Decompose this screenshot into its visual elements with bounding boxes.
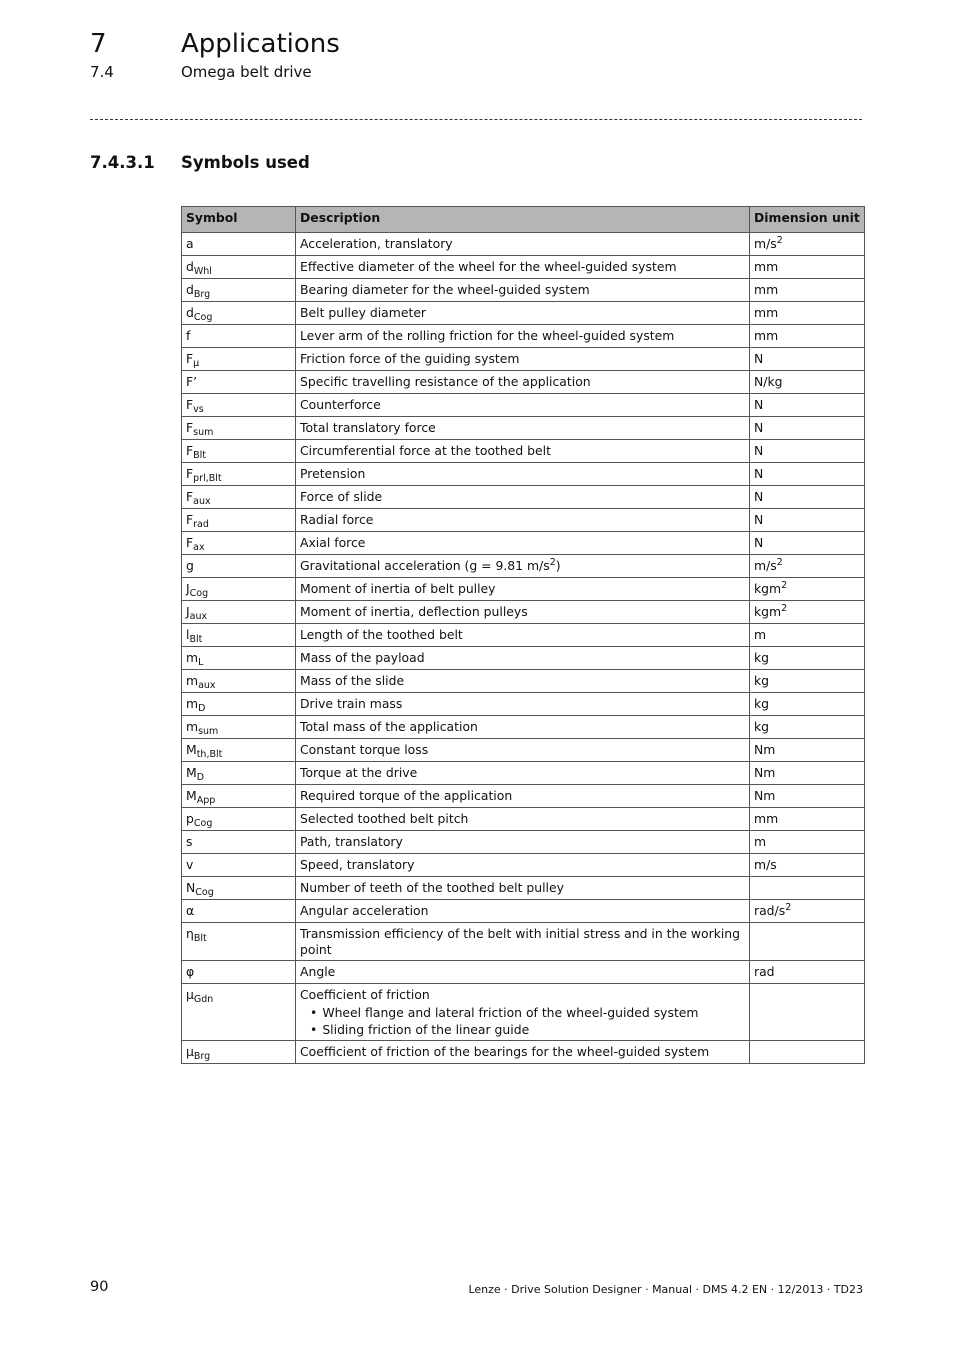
unit-text: N — [754, 420, 764, 435]
unit-cell — [750, 394, 865, 417]
table-row — [182, 877, 865, 900]
header-dimension-unit: Dimension unit — [750, 207, 865, 233]
unit-cell — [750, 670, 865, 693]
symbol-cell — [182, 693, 296, 716]
description-bullet-list — [300, 1004, 745, 1038]
description-cell — [296, 601, 750, 624]
symbol-cell — [182, 555, 296, 578]
symbol-subscript: aux — [189, 611, 208, 622]
symbol-cell — [182, 256, 296, 279]
description-cell — [296, 877, 750, 900]
description-cell — [296, 670, 750, 693]
unit-cell — [750, 762, 865, 785]
unit-text: mm — [754, 305, 779, 320]
symbol-base: F — [186, 489, 194, 504]
table-row — [182, 624, 865, 647]
description-cell — [296, 739, 750, 762]
symbol-base: f — [186, 328, 191, 343]
symbol-base: a — [186, 236, 194, 251]
header-symbol: Symbol — [182, 207, 296, 233]
description-cell — [296, 854, 750, 877]
unit-text: N — [754, 466, 764, 481]
description-cell — [296, 961, 750, 984]
unit-text: rad/s — [754, 903, 786, 918]
symbol-base: M — [186, 788, 197, 803]
table-row — [182, 923, 865, 961]
table-row — [182, 647, 865, 670]
symbol-cell — [182, 647, 296, 670]
unit-cell — [750, 256, 865, 279]
unit-superscript: 2 — [776, 557, 783, 568]
symbol-subscript: aux — [193, 496, 211, 507]
header-divider — [90, 119, 862, 120]
description-cell — [296, 578, 750, 601]
unit-superscript: 2 — [785, 902, 792, 913]
description-cell — [296, 463, 750, 486]
table-row — [182, 785, 865, 808]
description-text: Specific travelling resistance of the application — [300, 374, 591, 389]
table-header-row — [182, 207, 865, 233]
symbol-base: d — [186, 305, 194, 320]
description-cell — [296, 348, 750, 371]
symbol-cell — [182, 302, 296, 325]
description-cell — [296, 647, 750, 670]
unit-text: N — [754, 443, 764, 458]
unit-text: mm — [754, 811, 779, 826]
unit-cell — [750, 509, 865, 532]
unit-cell — [750, 808, 865, 831]
table-row — [182, 509, 865, 532]
unit-cell — [750, 716, 865, 739]
description-text: Effective diameter of the wheel for the wheel-guided system — [300, 259, 677, 274]
description-cell — [296, 371, 750, 394]
unit-text: mm — [754, 259, 779, 274]
table-row — [182, 831, 865, 854]
description-cell — [296, 1041, 750, 1064]
symbol-cell — [182, 463, 296, 486]
symbol-base: d — [186, 282, 194, 297]
symbol-base: J — [186, 604, 190, 619]
unit-cell — [750, 900, 865, 923]
symbol-subscript: Cog — [195, 887, 214, 898]
table-row — [182, 325, 865, 348]
table-row — [182, 486, 865, 509]
table-row — [182, 417, 865, 440]
unit-text: Nm — [754, 788, 776, 803]
symbol-subscript: Brg — [193, 1051, 211, 1062]
description-cell — [296, 762, 750, 785]
chapter-number: 7 — [90, 29, 107, 59]
symbol-subscript: Blt — [193, 450, 207, 461]
description-bullet: • Sliding friction of the linear guide — [310, 1021, 745, 1038]
symbol-cell — [182, 394, 296, 417]
unit-text: m — [754, 834, 767, 849]
table-row — [182, 670, 865, 693]
description-cell — [296, 440, 750, 463]
chapter-title: Applications — [181, 29, 340, 59]
description-text: Total mass of the application — [300, 719, 478, 734]
table-row — [182, 463, 865, 486]
symbol-cell — [182, 486, 296, 509]
table-row — [182, 394, 865, 417]
unit-cell — [750, 532, 865, 555]
description-cell — [296, 302, 750, 325]
description-cell — [296, 233, 750, 256]
symbol-base: M — [186, 742, 197, 757]
table-row — [182, 739, 865, 762]
symbol-subscript: μ — [193, 358, 200, 369]
description-text: Gravitational acceleration (g = 9.81 m/s — [300, 558, 550, 573]
description-text: Force of slide — [300, 489, 383, 504]
unit-cell — [750, 785, 865, 808]
symbol-cell — [182, 831, 296, 854]
description-text: Moment of inertia, deflection pulleys — [300, 604, 528, 619]
symbol-subscript: prl,Blt — [193, 473, 222, 484]
unit-cell — [750, 739, 865, 762]
symbol-cell — [182, 984, 296, 1041]
description-text: Acceleration, translatory — [300, 236, 453, 251]
unit-cell — [750, 624, 865, 647]
symbol-base: η — [186, 926, 194, 941]
unit-cell — [750, 233, 865, 256]
symbol-cell — [182, 371, 296, 394]
description-text: Angle — [300, 964, 336, 979]
description-text: Axial force — [300, 535, 366, 550]
symbol-cell — [182, 624, 296, 647]
description-cell — [296, 900, 750, 923]
unit-cell — [750, 348, 865, 371]
description-text: Selected toothed belt pitch — [300, 811, 469, 826]
unit-superscript: 2 — [776, 235, 783, 246]
symbol-base: α — [186, 903, 195, 918]
symbol-base: φ — [186, 964, 195, 979]
table-row — [182, 555, 865, 578]
symbol-base: F — [186, 512, 194, 527]
unit-text: N — [754, 489, 764, 504]
symbol-base: F — [186, 443, 194, 458]
symbol-base: M — [186, 765, 197, 780]
description-cell — [296, 555, 750, 578]
symbols-table — [181, 206, 865, 1064]
description-text: Speed, translatory — [300, 857, 415, 872]
table-row — [182, 440, 865, 463]
symbol-cell — [182, 440, 296, 463]
description-text: Coefficient of friction — [300, 987, 430, 1002]
description-cell — [296, 831, 750, 854]
unit-superscript: 2 — [781, 603, 788, 614]
table-row — [182, 961, 865, 984]
symbol-base: μ — [186, 1044, 194, 1059]
description-cell — [296, 984, 750, 1041]
unit-cell — [750, 854, 865, 877]
unit-text: m — [754, 627, 767, 642]
unit-text: kg — [754, 696, 770, 711]
unit-cell — [750, 961, 865, 984]
symbol-cell — [182, 877, 296, 900]
symbol-base: F’ — [186, 374, 198, 389]
description-text: Counterforce — [300, 397, 381, 412]
unit-cell — [750, 371, 865, 394]
symbol-base: s — [186, 834, 193, 849]
unit-text: m/s — [754, 236, 777, 251]
symbol-cell — [182, 578, 296, 601]
table-row — [182, 808, 865, 831]
unit-cell — [750, 279, 865, 302]
symbol-subscript: Brg — [193, 289, 211, 300]
description-text: Lever arm of the rolling friction for the wheel-guided system — [300, 328, 675, 343]
unit-text: Nm — [754, 742, 776, 757]
unit-text: N/kg — [754, 374, 783, 389]
unit-cell — [750, 877, 865, 900]
symbol-cell — [182, 762, 296, 785]
description-cell — [296, 256, 750, 279]
description-text: Circumferential force at the toothed belt — [300, 443, 551, 458]
description-text: Constant torque loss — [300, 742, 429, 757]
description-text: Path, translatory — [300, 834, 403, 849]
symbol-subscript: rad — [193, 519, 209, 530]
symbol-subscript: aux — [198, 680, 216, 691]
unit-cell — [750, 984, 865, 1041]
symbol-base: m — [186, 719, 199, 734]
table-body — [182, 233, 865, 1064]
description-superscript: 2 — [549, 557, 556, 568]
unit-text: mm — [754, 328, 779, 343]
unit-text: m/s — [754, 857, 777, 872]
description-cell — [296, 716, 750, 739]
symbol-base: J — [186, 581, 190, 596]
unit-text: kgm — [754, 604, 782, 619]
table-row — [182, 578, 865, 601]
description-text: Length of the toothed belt — [300, 627, 463, 642]
description-text: Number of teeth of the toothed belt pulley — [300, 880, 564, 895]
symbol-subscript: ax — [193, 542, 205, 553]
section-title: Omega belt drive — [181, 63, 312, 81]
symbol-cell — [182, 348, 296, 371]
description-cell — [296, 785, 750, 808]
description-cell — [296, 279, 750, 302]
symbol-cell — [182, 325, 296, 348]
symbol-cell — [182, 716, 296, 739]
table-row — [182, 900, 865, 923]
unit-cell — [750, 1041, 865, 1064]
unit-cell — [750, 463, 865, 486]
symbol-cell — [182, 900, 296, 923]
symbol-subscript: App — [196, 795, 216, 806]
symbol-subscript: Cog — [189, 588, 209, 599]
table-row — [182, 256, 865, 279]
table-row — [182, 854, 865, 877]
symbol-base: m — [186, 650, 199, 665]
description-cell — [296, 693, 750, 716]
symbol-cell — [182, 233, 296, 256]
description-cell — [296, 486, 750, 509]
unit-cell — [750, 325, 865, 348]
description-text: Bearing diameter for the wheel-guided system — [300, 282, 590, 297]
symbol-subscript: L — [198, 657, 204, 668]
symbol-base: μ — [186, 987, 194, 1002]
symbol-cell — [182, 961, 296, 984]
unit-text: m/s — [754, 558, 777, 573]
description-text: Mass of the payload — [300, 650, 425, 665]
description-cell — [296, 509, 750, 532]
symbol-cell — [182, 739, 296, 762]
symbol-subscript: th,Blt — [196, 749, 223, 760]
symbol-base: F — [186, 535, 194, 550]
description-text: Angular acceleration — [300, 903, 429, 918]
symbol-cell — [182, 1041, 296, 1064]
symbol-subscript: sum — [198, 726, 219, 737]
symbol-cell — [182, 601, 296, 624]
section-number: 7.4 — [90, 63, 114, 81]
unit-text: N — [754, 351, 764, 366]
table-row — [182, 371, 865, 394]
description-tail: ) — [555, 558, 561, 573]
symbol-base: d — [186, 259, 194, 274]
description-text: Drive train mass — [300, 696, 403, 711]
symbol-cell — [182, 417, 296, 440]
description-text: Belt pulley diameter — [300, 305, 427, 320]
unit-text: mm — [754, 282, 779, 297]
table-row — [182, 348, 865, 371]
symbol-cell — [182, 670, 296, 693]
unit-cell — [750, 831, 865, 854]
unit-cell — [750, 578, 865, 601]
symbol-subscript: D — [196, 772, 205, 783]
description-cell — [296, 325, 750, 348]
description-cell — [296, 417, 750, 440]
description-bullet: • Wheel flange and lateral friction of the wheel-guided system — [310, 1004, 745, 1021]
unit-text: kgm — [754, 581, 782, 596]
description-cell — [296, 624, 750, 647]
symbol-base: m — [186, 696, 199, 711]
unit-cell — [750, 417, 865, 440]
symbol-subscript: Blt — [193, 933, 207, 944]
table-row — [182, 762, 865, 785]
description-text: Pretension — [300, 466, 366, 481]
unit-cell — [750, 647, 865, 670]
table-row — [182, 302, 865, 325]
symbol-base: l — [186, 627, 190, 642]
symbol-cell — [182, 923, 296, 961]
symbol-subscript: Cog — [193, 312, 213, 323]
unit-text: Nm — [754, 765, 776, 780]
description-text: Total translatory force — [300, 420, 436, 435]
unit-cell — [750, 923, 865, 961]
table-row — [182, 1041, 865, 1064]
description-text: Torque at the drive — [300, 765, 418, 780]
subsection-number: 7.4.3.1 — [90, 153, 155, 172]
description-text: Transmission efficiency of the belt with initial stress and in the working point — [300, 926, 741, 957]
subsection-title: Symbols used — [181, 153, 310, 172]
unit-text: kg — [754, 650, 770, 665]
unit-cell — [750, 302, 865, 325]
footer-text: Lenze · Drive Solution Designer · Manual · DMS 4.2 EN · 12/2013 · TD23 — [468, 1283, 863, 1296]
symbol-subscript: Whl — [193, 266, 212, 277]
symbol-cell — [182, 785, 296, 808]
table-row — [182, 601, 865, 624]
symbol-subscript: vs — [193, 404, 204, 415]
unit-cell — [750, 440, 865, 463]
description-text: Required torque of the application — [300, 788, 513, 803]
symbol-cell — [182, 532, 296, 555]
unit-text: N — [754, 535, 764, 550]
table-row — [182, 693, 865, 716]
unit-cell — [750, 601, 865, 624]
symbol-base: m — [186, 673, 199, 688]
symbol-base: F — [186, 397, 194, 412]
unit-text: kg — [754, 719, 770, 734]
description-text: Coefficient of friction of the bearings for the wheel-guided system — [300, 1044, 710, 1059]
description-text: Radial force — [300, 512, 374, 527]
symbol-base: p — [186, 811, 194, 826]
unit-text: rad — [754, 964, 775, 979]
description-cell — [296, 532, 750, 555]
description-text: Friction force of the guiding system — [300, 351, 520, 366]
symbol-base: N — [186, 880, 196, 895]
symbol-base: F — [186, 466, 194, 481]
table-row — [182, 984, 865, 1041]
unit-cell — [750, 486, 865, 509]
symbol-cell — [182, 854, 296, 877]
description-cell — [296, 923, 750, 961]
symbol-subscript: Cog — [193, 818, 213, 829]
symbol-subscript: Gdn — [193, 994, 214, 1005]
unit-cell — [750, 693, 865, 716]
unit-cell — [750, 555, 865, 578]
description-text: Moment of inertia of belt pulley — [300, 581, 496, 596]
table-row — [182, 233, 865, 256]
description-cell — [296, 808, 750, 831]
symbol-subscript: sum — [193, 427, 214, 438]
symbol-base: v — [186, 857, 194, 872]
table-row — [182, 716, 865, 739]
table-row — [182, 532, 865, 555]
symbol-cell — [182, 509, 296, 532]
description-text: Mass of the slide — [300, 673, 405, 688]
symbol-base: F — [186, 351, 194, 366]
unit-text: N — [754, 397, 764, 412]
symbol-base: F — [186, 420, 194, 435]
unit-text: kg — [754, 673, 770, 688]
symbol-cell — [182, 808, 296, 831]
table-row — [182, 279, 865, 302]
symbol-cell — [182, 279, 296, 302]
unit-text: N — [754, 512, 764, 527]
page-number: 90 — [90, 1279, 109, 1295]
unit-superscript: 2 — [781, 580, 788, 591]
header-description: Description — [296, 207, 750, 233]
symbol-subscript: Blt — [189, 634, 203, 645]
symbol-subscript: D — [198, 703, 206, 714]
description-cell — [296, 394, 750, 417]
symbol-base: g — [186, 558, 194, 573]
